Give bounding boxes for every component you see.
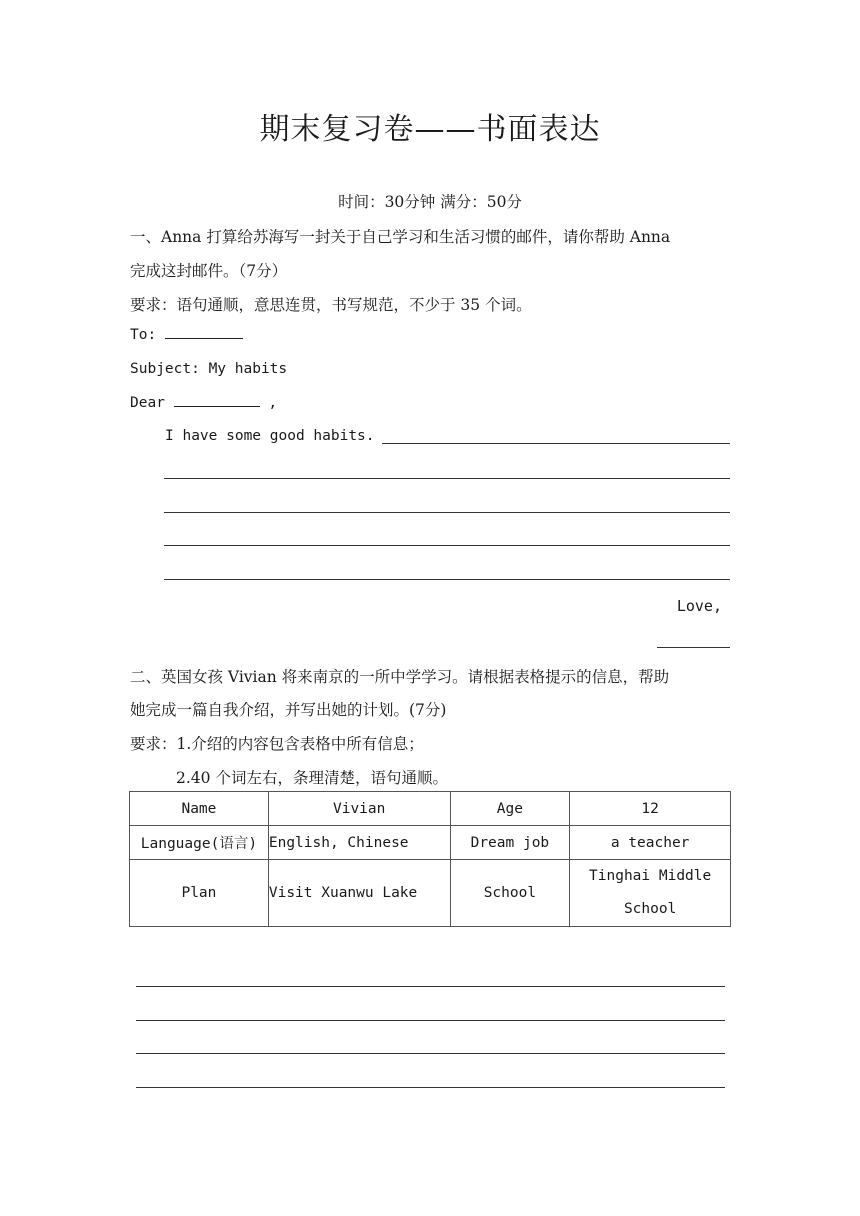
answer-line-4[interactable] bbox=[136, 1087, 725, 1088]
writing-line-2[interactable] bbox=[164, 478, 730, 479]
answer-line-1[interactable] bbox=[136, 986, 725, 987]
section2-instruction-line2: 她完成一篇自我介绍，并写出她的计划。(7分) bbox=[130, 701, 447, 719]
subject-line: Subject: My habits bbox=[130, 361, 288, 377]
to-label: To: bbox=[130, 327, 157, 343]
answer-line-2[interactable] bbox=[136, 1020, 725, 1021]
writing-line-5[interactable] bbox=[164, 579, 730, 580]
dear-comma: , bbox=[268, 395, 278, 411]
answer-line-3[interactable] bbox=[136, 1053, 725, 1054]
section1-instruction-line2: 完成这封邮件。（7分） bbox=[130, 262, 288, 280]
table-cell: English, Chinese bbox=[268, 826, 450, 860]
table-cell: Visit Xuanwu Lake bbox=[268, 860, 450, 927]
section1-requirement: 要求：语句通顺，意思连贯，书写规范，不少于 35 个词。 bbox=[130, 296, 532, 314]
dear-label: Dear bbox=[130, 395, 165, 411]
table-cell: School bbox=[450, 860, 570, 927]
section2-instruction-line1: 二、英国女孩 Vivian 将来南京的一所中学学习。请根据表格提示的信息，帮助 bbox=[130, 668, 670, 686]
to-blank[interactable] bbox=[165, 338, 243, 339]
page-title: 期末复习卷——书面表达 bbox=[259, 112, 601, 147]
section2-requirement2: 2.40 个词左右，条理清楚，语句通顺。 bbox=[176, 769, 448, 787]
table-cell: Vivian bbox=[268, 792, 450, 826]
table-row bbox=[130, 792, 731, 826]
table-cell: Tinghai Middle School bbox=[570, 860, 731, 927]
table-cell: a teacher bbox=[570, 826, 731, 860]
table-cell: 12 bbox=[570, 792, 731, 826]
opening-sentence: I have some good habits. bbox=[165, 428, 375, 444]
writing-line-3[interactable] bbox=[164, 512, 730, 513]
closing-love: Love, bbox=[676, 597, 722, 615]
section2-requirement1: 要求：1.介绍的内容包含表格中所有信息； bbox=[130, 735, 424, 753]
info-table bbox=[129, 791, 731, 927]
table-row bbox=[130, 826, 731, 860]
table-cell: Age bbox=[450, 792, 570, 826]
table-row bbox=[130, 860, 731, 927]
writing-line-4[interactable] bbox=[164, 545, 730, 546]
dear-blank[interactable] bbox=[174, 406, 260, 407]
dear-line bbox=[130, 395, 277, 411]
writing-line-1[interactable] bbox=[382, 443, 730, 444]
table-cell: Dream job bbox=[450, 826, 570, 860]
exam-time-score: 时间：30分钟 满分：50分 bbox=[338, 193, 522, 211]
to-line bbox=[130, 327, 243, 343]
table-cell: Name bbox=[130, 792, 269, 826]
table-cell: Plan bbox=[130, 860, 269, 927]
signature-line[interactable] bbox=[657, 647, 730, 648]
table-cell: Language(语言) bbox=[130, 826, 269, 860]
section1-instruction-line1: 一、Anna 打算给苏海写一封关于自己学习和生活习惯的邮件，请你帮助 Anna bbox=[130, 228, 671, 246]
